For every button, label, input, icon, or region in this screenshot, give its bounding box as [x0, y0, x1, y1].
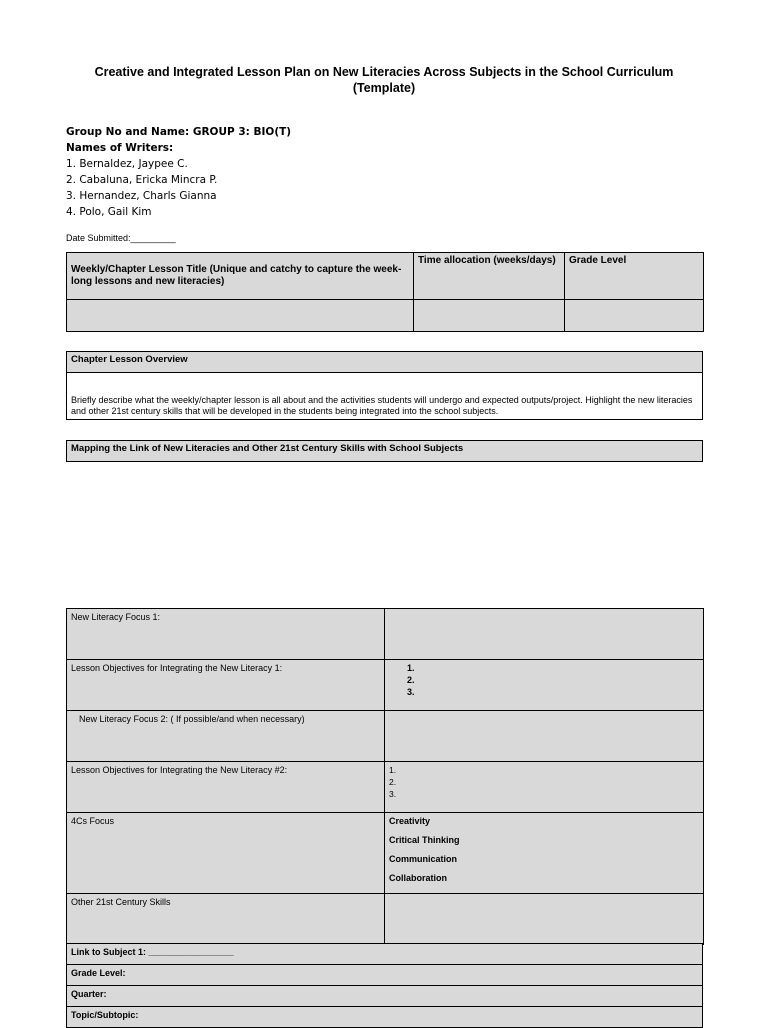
mapping-table — [66, 440, 703, 462]
date-submitted: Date Submitted:_________ — [66, 233, 176, 243]
list-item: 1. — [389, 765, 397, 775]
writers-label: Names of Writers: — [66, 142, 174, 154]
time-allocation-header: Time allocation (weeks/days) — [414, 253, 565, 300]
lesson-title-header: Weekly/Chapter Lesson Title (Unique and catchy to capture the week-long lessons and new literacies) — [67, 253, 414, 300]
c4-label: 4Cs Focus — [67, 813, 385, 894]
title-line-1: Creative and Integrated Lesson Plan on New Literacies Across Subjects in the School Curriculum — [94, 65, 674, 79]
writer-item: 4. Polo, Gail Kim — [66, 206, 152, 218]
lesson-title-cell[interactable] — [67, 300, 414, 332]
objectives1-list — [389, 662, 699, 698]
list-item: 1. — [407, 663, 415, 673]
writer-item: 2. Cabaluna, Ericka Mincra P. — [66, 174, 218, 186]
other-skills-cell[interactable] — [385, 894, 704, 945]
focus1-label: New Literacy Focus 1: — [67, 609, 385, 660]
list-item: 3. — [407, 687, 415, 697]
c4-cell[interactable] — [385, 813, 704, 894]
objectives1-label: Lesson Objectives for Integrating the New Literacy 1: — [67, 660, 385, 711]
writer-item: 3. Hernandez, Charls Gianna — [66, 190, 217, 202]
grade-level-header: Grade Level — [565, 253, 704, 300]
objectives1-cell[interactable] — [385, 660, 704, 711]
quarter-row[interactable]: Quarter: — [67, 986, 703, 1007]
c4-item: Creativity — [389, 816, 431, 826]
mapping-header: Mapping the Link of New Literacies and Other 21st Century Skills with School Subjects — [67, 441, 703, 462]
grade-level-cell[interactable] — [565, 300, 704, 332]
focus2-label: New Literacy Focus 2: ( If possible/and when necessary) — [67, 711, 385, 762]
list-item: 2. — [407, 675, 415, 685]
document-title — [66, 64, 702, 96]
lesson-title-table — [66, 252, 704, 332]
overview-body[interactable]: Briefly describe what the weekly/chapter lesson is all about and the activities students will undergo and expected outputs/project. Highlight the new literacies and other 21st century skills that will be developed in the students being integrated into the school subjects. — [67, 373, 703, 420]
topic-row[interactable]: Topic/Subtopic: — [67, 1007, 703, 1028]
subject-table — [66, 943, 703, 1028]
objectives2-cell[interactable] — [385, 762, 704, 813]
c4-item: Collaboration — [389, 873, 447, 883]
grade-level-row[interactable]: Grade Level: — [67, 965, 703, 986]
list-item: 2. — [389, 777, 397, 787]
overview-table — [66, 351, 703, 420]
other-skills-label: Other 21st Century Skills — [67, 894, 385, 945]
objectives2-list — [389, 764, 699, 800]
link-subject-row[interactable]: Link to Subject 1: _________________ — [67, 944, 703, 965]
focus-table — [66, 608, 704, 945]
list-item: 3. — [389, 789, 397, 799]
group-label: Group No and Name: GROUP 3: BIO(T) — [66, 126, 292, 138]
focus2-cell[interactable] — [385, 711, 704, 762]
time-allocation-cell[interactable] — [414, 300, 565, 332]
objectives2-label: Lesson Objectives for Integrating the New Literacy #2: — [67, 762, 385, 813]
c4-item: Communication — [389, 854, 458, 864]
writers-block — [66, 124, 291, 220]
focus1-cell[interactable] — [385, 609, 704, 660]
c4-item: Critical Thinking — [389, 835, 460, 845]
overview-header: Chapter Lesson Overview — [67, 352, 703, 373]
title-line-2: (Template) — [352, 81, 416, 95]
writer-item: 1. Bernaldez, Jaypee C. — [66, 158, 188, 170]
